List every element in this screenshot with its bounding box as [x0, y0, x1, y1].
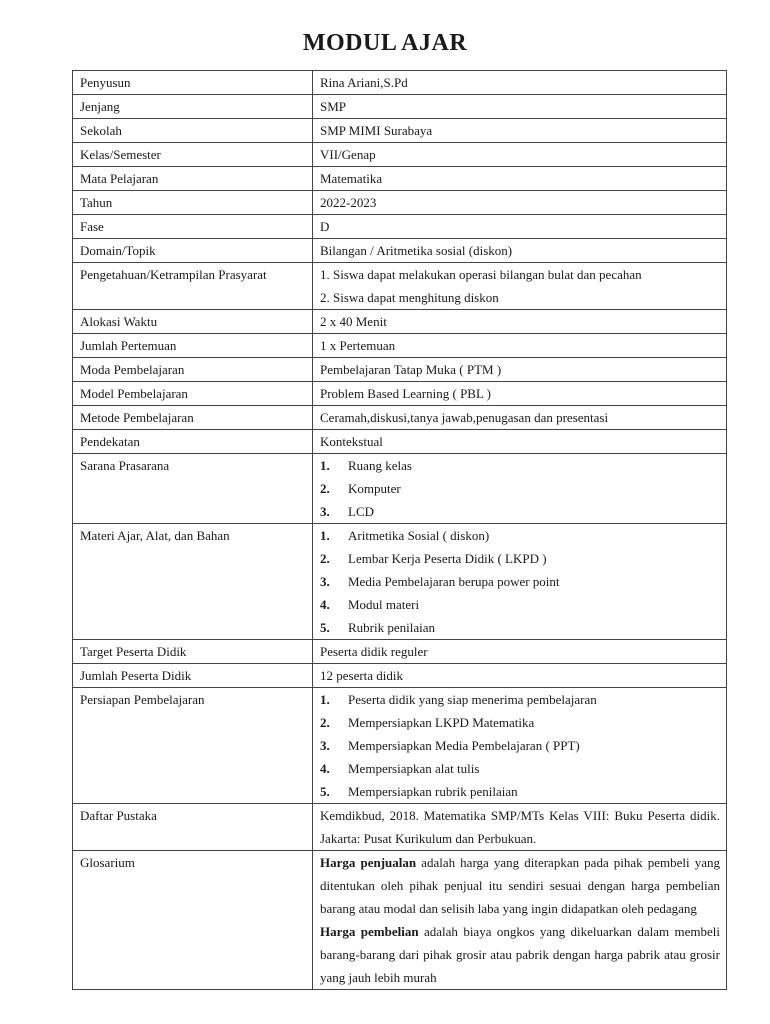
table-row — [73, 358, 727, 382]
row-label-domain: Domain/Topik — [73, 239, 313, 263]
list-text: Ruang kelas — [348, 458, 412, 473]
list-item — [320, 500, 720, 523]
table-row — [73, 804, 727, 851]
list-item: 2. Siswa dapat menghitung diskon — [320, 290, 499, 305]
row-label-pustaka: Daftar Pustaka — [73, 804, 313, 851]
glossary-entry — [320, 851, 720, 920]
row-label-metode: Metode Pembelajaran — [73, 406, 313, 430]
list-item — [320, 477, 720, 500]
row-label-persiapan: Persiapan Pembelajaran — [73, 688, 313, 804]
row-value-jumlah: 12 peserta didik — [313, 664, 727, 688]
table-row — [73, 454, 727, 524]
list-text: LCD — [348, 504, 374, 519]
table-row — [73, 263, 727, 310]
table-row — [73, 851, 727, 990]
row-value-pustaka: Kemdikbud, 2018. Matematika SMP/MTs Kelas VIII: Buku Peserta didik. Jakarta: Pusat Kurikulum dan Perbukuan. — [313, 804, 727, 851]
list-item — [320, 688, 720, 711]
table-row — [73, 664, 727, 688]
table-row — [73, 215, 727, 239]
module-info-table — [72, 70, 727, 990]
row-value-domain: Bilangan / Aritmetika sosial (diskon) — [313, 239, 727, 263]
row-value-pendekatan: Kontekstual — [313, 430, 727, 454]
row-label-alokasi: Alokasi Waktu — [73, 310, 313, 334]
row-value-sarana — [313, 454, 727, 524]
table-row — [73, 119, 727, 143]
table-row — [73, 334, 727, 358]
list-item — [320, 616, 720, 639]
row-label-moda: Moda Pembelajaran — [73, 358, 313, 382]
list-text: Mempersiapkan Media Pembelajaran ( PPT) — [348, 738, 580, 753]
row-value-kelas: VII/Genap — [313, 143, 727, 167]
row-label-jenjang: Jenjang — [73, 95, 313, 119]
list-text: Mempersiapkan rubrik penilaian — [348, 784, 518, 799]
list-number: 5. — [320, 620, 330, 635]
list-item: 1. Siswa dapat melakukan operasi bilangan bulat dan pecahan — [320, 267, 642, 282]
list-item — [320, 570, 720, 593]
row-label-tahun: Tahun — [73, 191, 313, 215]
list-item — [320, 780, 720, 803]
table-row — [73, 310, 727, 334]
glossary-definition: adalah biaya ongkos yang dikeluarkan dalam membeli barang-barang dari pihak grosir atau pabrik dengan harga pabrik atau grosir yang jauh lebih murah — [320, 924, 720, 985]
row-value-sekolah: SMP MIMI Surabaya — [313, 119, 727, 143]
list-number: 1. — [320, 692, 330, 707]
glossary-entry — [320, 920, 720, 989]
list-item — [320, 524, 720, 547]
row-label-glosarium: Glosarium — [73, 851, 313, 990]
row-label-penyusun: Penyusun — [73, 71, 313, 95]
table-row — [73, 167, 727, 191]
row-value-alokasi: 2 x 40 Menit — [313, 310, 727, 334]
row-value-model: Problem Based Learning ( PBL ) — [313, 382, 727, 406]
list-number: 3. — [320, 574, 330, 589]
list-number: 2. — [320, 481, 330, 496]
list-item — [320, 757, 720, 780]
row-value-persiapan — [313, 688, 727, 804]
list-number: 2. — [320, 551, 330, 566]
row-label-jumlah: Jumlah Peserta Didik — [73, 664, 313, 688]
list-number: 2. — [320, 715, 330, 730]
list-item — [320, 711, 720, 734]
list-item — [320, 454, 720, 477]
table-row — [73, 688, 727, 804]
list-number: 1. — [320, 458, 330, 473]
row-value-metode: Ceramah,diskusi,tanya jawab,penugasan dan presentasi — [313, 406, 727, 430]
row-label-pertemuan: Jumlah Pertemuan — [73, 334, 313, 358]
table-row — [73, 382, 727, 406]
row-label-target: Target Peserta Didik — [73, 640, 313, 664]
row-label-materi: Materi Ajar, Alat, dan Bahan — [73, 524, 313, 640]
list-item — [320, 734, 720, 757]
list-number: 3. — [320, 738, 330, 753]
list-text: Mempersiapkan LKPD Matematika — [348, 715, 535, 730]
glossary-definition: adalah harga yang diterapkan pada pihak pembeli yang ditentukan oleh pihak penjual itu sendiri sesuai dengan harga pembelian barang atau modal dan selisih laba yang ingin didapatkan oleh pedagang — [320, 855, 720, 916]
row-value-penyusun: Rina Ariani,S.Pd — [313, 71, 727, 95]
row-value-target: Peserta didik reguler — [313, 640, 727, 664]
list-number: 5. — [320, 784, 330, 799]
row-label-model: Model Pembelajaran — [73, 382, 313, 406]
table-row — [73, 71, 727, 95]
table-row — [73, 430, 727, 454]
list-text: Komputer — [348, 481, 401, 496]
row-value-fase: D — [313, 215, 727, 239]
row-value-prasyarat — [313, 263, 727, 310]
row-label-fase: Fase — [73, 215, 313, 239]
row-value-pertemuan: 1 x Pertemuan — [313, 334, 727, 358]
list-text: Aritmetika Sosial ( diskon) — [348, 528, 490, 543]
list-text: Mempersiapkan alat tulis — [348, 761, 480, 776]
glossary-term: Harga pembelian — [320, 924, 419, 939]
document-title: MODUL AJAR — [302, 30, 468, 56]
list-text: Modul materi — [348, 597, 420, 612]
row-label-sekolah: Sekolah — [73, 119, 313, 143]
list-number: 4. — [320, 761, 330, 776]
row-value-jenjang: SMP — [313, 95, 727, 119]
row-value-tahun: 2022-2023 — [313, 191, 727, 215]
list-text: Rubrik penilaian — [348, 620, 436, 635]
row-value-materi — [313, 524, 727, 640]
list-number: 1. — [320, 528, 330, 543]
row-value-moda: Pembelajaran Tatap Muka ( PTM ) — [313, 358, 727, 382]
list-number: 4. — [320, 597, 330, 612]
table-row — [73, 640, 727, 664]
table-row — [73, 95, 727, 119]
row-label-sarana: Sarana Prasarana — [73, 454, 313, 524]
table-row — [73, 191, 727, 215]
row-label-kelas: Kelas/Semester — [73, 143, 313, 167]
row-label-prasyarat: Pengetahuan/Ketrampilan Prasyarat — [73, 263, 313, 310]
row-value-glosarium — [313, 851, 727, 990]
table-row — [73, 143, 727, 167]
list-item — [320, 593, 720, 616]
list-text: Lembar Kerja Peserta Didik ( LKPD ) — [348, 551, 547, 566]
table-row — [73, 239, 727, 263]
table-row — [73, 406, 727, 430]
table-row — [73, 524, 727, 640]
list-item — [320, 547, 720, 570]
list-text: Media Pembelajaran berupa power point — [348, 574, 560, 589]
row-label-pendekatan: Pendekatan — [73, 430, 313, 454]
list-text: Peserta didik yang siap menerima pembelajaran — [348, 692, 597, 707]
row-label-mapel: Mata Pelajaran — [73, 167, 313, 191]
row-value-mapel: Matematika — [313, 167, 727, 191]
list-number: 3. — [320, 504, 330, 519]
glossary-term: Harga penjualan — [320, 855, 417, 870]
